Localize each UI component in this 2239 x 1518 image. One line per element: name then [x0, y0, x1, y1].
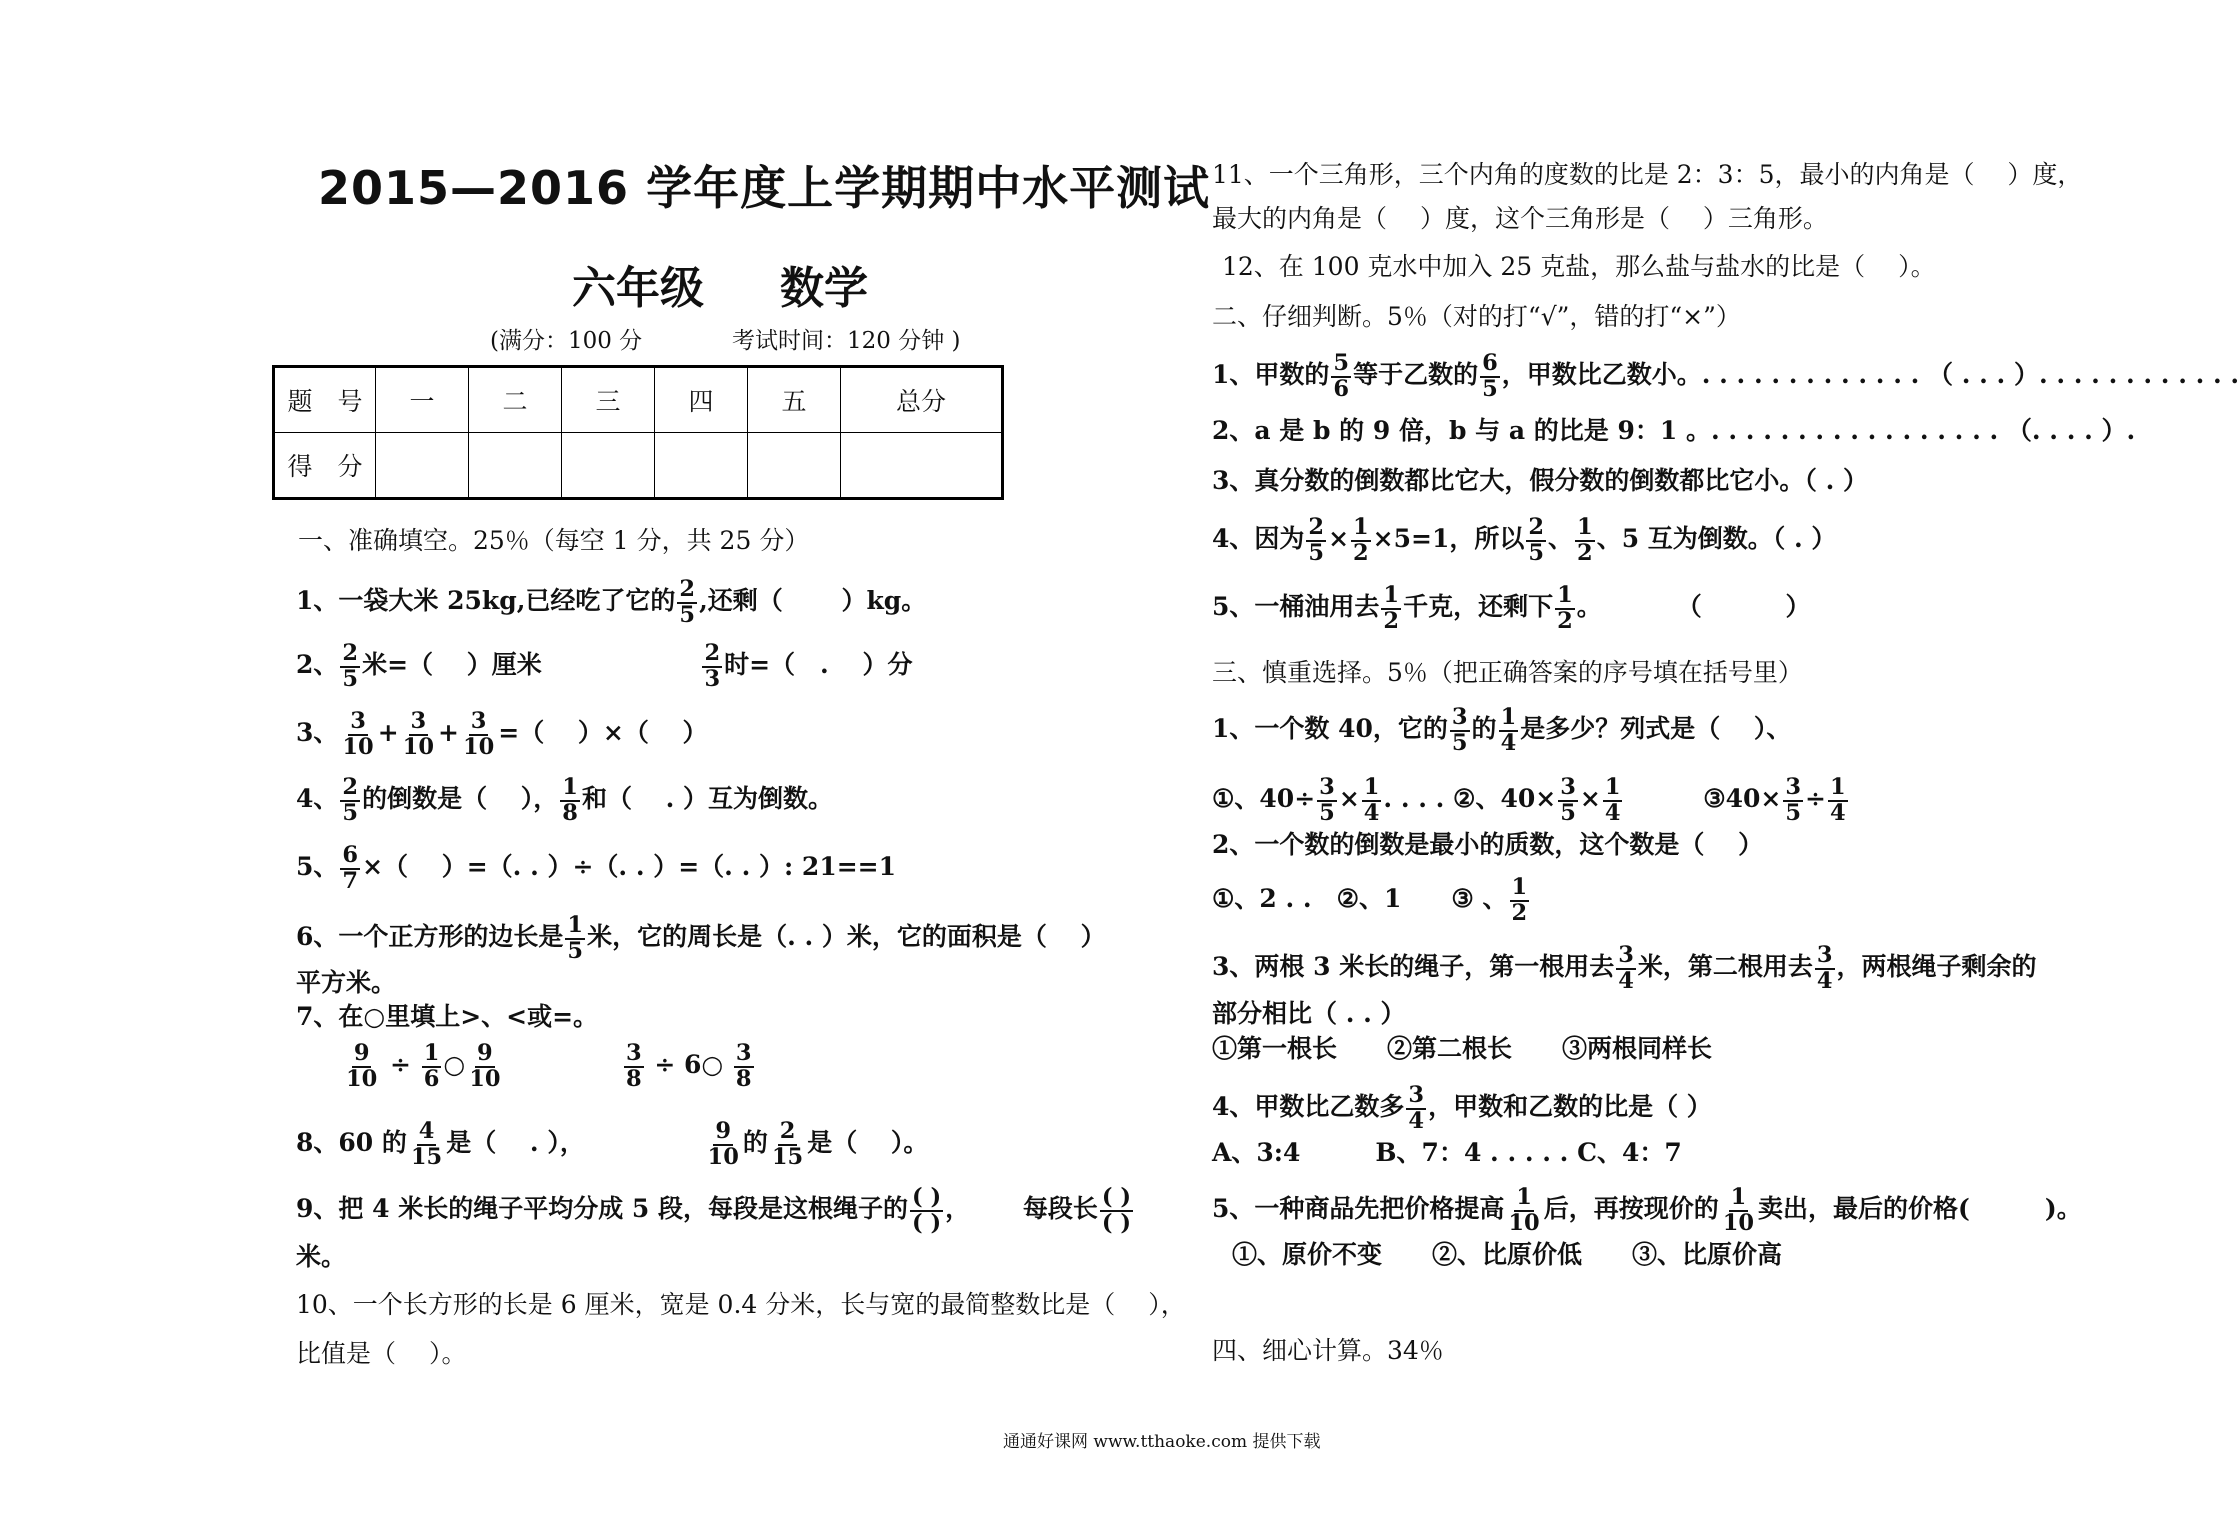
- subject-label: 数学: [780, 263, 868, 314]
- section-3-heading: 三、慎重选择。5％（把正确答案的序号填在括号里）: [1212, 658, 1803, 687]
- score-blank[interactable]: [562, 433, 655, 499]
- fraction: $\frac{1}{2}$: [1353, 514, 1369, 566]
- score-cell: 总分: [841, 367, 1003, 433]
- fraction: $\frac{3}{4}$: [1816, 942, 1833, 994]
- question-11: 11、一个三角形，三个内角的度数的比是 2：3：5，最小的内角是（ ）度，: [1212, 160, 2083, 189]
- fraction: $\frac{2}{3}$: [704, 640, 721, 692]
- choice-4-options: A、3:4 B、7：4 . . . . . C、4：7: [1212, 1138, 1682, 1167]
- fraction: $\frac{1}{2}$: [1383, 582, 1400, 634]
- question-10: 10、一个长方形的长是 6 厘米，宽是 0.4 分米，长与宽的最简整数比是（ ），: [296, 1290, 1186, 1319]
- question-6: 6、一个正方形的边长是 $\frac{1}{5}$ 米，它的周长是（. . ）米，它的面积是（ ）: [296, 912, 1106, 964]
- fraction: $\frac{3}{8}$: [735, 1040, 752, 1092]
- fraction: $\frac{1}{2}$: [1577, 514, 1593, 566]
- choice-3: 3、两根 3 米长的绳子，第一根用去 $\frac{3}{4}$ 米，第二根用去 $\frac{3}{4}$ ，两根绳子剩余的: [1212, 942, 2037, 994]
- section-4-heading: 四、细心计算。34％: [1212, 1336, 1444, 1365]
- fraction: $\frac{9}{10}$: [707, 1118, 739, 1170]
- score-table: [272, 365, 1004, 500]
- score-cell: 五: [748, 367, 841, 433]
- fraction: $\frac{( )}{( )}$: [912, 1184, 942, 1236]
- full-marks: (满分：100 分: [490, 328, 643, 354]
- choice-3-cont: 部分相比（ . . ）: [1212, 999, 1406, 1028]
- choice-5-options: ①、原价不变 ②、比原价低 ③、比原价高: [1232, 1240, 1783, 1269]
- fraction: $\frac{1}{5}$: [567, 912, 584, 964]
- question-4: 4、 $\frac{2}{5}$ 的倒数是（ ）， $\frac{1}{8}$ 和（ . ）互为倒数。: [296, 774, 834, 826]
- score-blank[interactable]: [469, 433, 562, 499]
- fraction: $\frac{6}{5}$: [1482, 350, 1498, 402]
- fraction: $\frac{2}{5}$: [679, 576, 696, 628]
- choice-1-options: ①、40÷ $\frac{3}{5}$ × $\frac{1}{4}$ . . . . ②、40× $\frac{3}{5}$ × $\frac{1}{4}$ ③40× $\frac{3}{5}$ ÷ $\frac{1}{4}$: [1212, 774, 1846, 826]
- fraction: $\frac{3}{5}$: [1560, 774, 1576, 826]
- fraction: $\frac{2}{5}$: [342, 640, 359, 692]
- fraction: $\frac{3}{4}$: [1408, 1082, 1425, 1134]
- judge-2: 2、a 是 b 的 9 倍，b 与 a 的比是 9：1 。. . . . . . . . . . . . . . . . . （. . . . ）.: [1212, 416, 2136, 445]
- fraction: $\frac{( )}{( )}$: [1101, 1184, 1132, 1236]
- fraction: $\frac{4}{15}$: [410, 1118, 443, 1170]
- fraction: $\frac{2}{5}$: [1308, 514, 1325, 566]
- fraction: $\frac{3}{10}$: [342, 708, 374, 760]
- fraction: $\frac{1}{4}$: [1363, 774, 1380, 826]
- fraction: $\frac{2}{5}$: [342, 774, 359, 826]
- fraction: $\frac{3}{5}$: [1319, 774, 1335, 826]
- question-3: 3、 $\frac{3}{10}$ + $\frac{3}{10}$ + $\frac{3}{10}$ =（ ）×（ ）: [296, 708, 708, 760]
- fraction: $\frac{2}{5}$: [1528, 514, 1545, 566]
- score-blank[interactable]: [655, 433, 748, 499]
- fraction: $\frac{3}{10}$: [462, 708, 495, 760]
- score-blank[interactable]: [376, 433, 469, 499]
- fraction: $\frac{3}{5}$: [1785, 774, 1801, 826]
- question-1: 1、一袋大米 25kg,已经吃了它的 $\frac{2}{5}$ ,还剩（ ）kg。: [296, 576, 927, 628]
- exam-time: 考试时间：120 分钟 ): [732, 328, 961, 354]
- fraction: $\frac{9}{10}$: [469, 1040, 501, 1092]
- choice-5: 5、一种商品先把价格提高 $\frac{1}{10}$ 后，再按现价的 $\frac{1}{10}$ 卖出，最后的价格( )。: [1212, 1184, 2082, 1236]
- choice-1: 1、一个数 40，它的 $\frac{3}{5}$ 的 $\frac{1}{4}$ 是多少？列式是（ ）、: [1212, 704, 1792, 756]
- score-cell: 二: [469, 367, 562, 433]
- fraction: $\frac{1}{2}$: [1511, 874, 1528, 926]
- fraction: $\frac{3}{4}$: [1618, 942, 1634, 994]
- fraction: $\frac{3}{10}$: [402, 708, 434, 760]
- fraction: $\frac{9}{10}$: [346, 1040, 378, 1092]
- question-12: 12、在 100 克水中加入 25 克盐，那么盐与盐水的比是（ ）。: [1222, 252, 1936, 281]
- fraction: $\frac{3}{8}$: [625, 1040, 642, 1092]
- fraction: $\frac{1}{10}$: [1722, 1184, 1755, 1236]
- judge-3: 3、真分数的倒数都比它大，假分数的倒数都比它小。（ . ）: [1212, 466, 1869, 495]
- question-6-cont: 平方米。: [296, 968, 397, 997]
- fraction: $\frac{3}{5}$: [1451, 704, 1468, 756]
- score-cell: 得 分: [274, 433, 376, 499]
- judge-5: 5、一桶油用去 $\frac{1}{2}$ 千克，还剩下 $\frac{1}{2}$ 。 （ ）: [1212, 582, 1811, 634]
- score-cell: 四: [655, 367, 748, 433]
- fraction: $\frac{1}{8}$: [562, 774, 578, 826]
- fraction: $\frac{1}{10}$: [1508, 1184, 1540, 1236]
- choice-3-options: ①第一根长 ②第二根长 ③两根同样长: [1212, 1034, 1713, 1063]
- question-5: 5、 $\frac{6}{7}$ ×（ ）=（. . ）÷（. . ）=（. . ）: 21==1: [296, 842, 897, 894]
- footer-credit: 通通好课网 www.tthaoke.com 提供下载: [1003, 1432, 1321, 1452]
- exam-title: 2015—2016 学年度上学期期中水平测试: [318, 161, 1211, 215]
- question-9: 9、把 4 米长的绳子平均分成 5 段，每段是这根绳子的 $\frac{( )}{( )}$ ， 每段长 $\frac{( )}{( )}$: [296, 1184, 1132, 1236]
- score-cell: 一: [376, 367, 469, 433]
- fraction: $\frac{5}{6}$: [1333, 350, 1350, 402]
- fraction: $\frac{1}{4}$: [1500, 704, 1517, 756]
- question-9-cont: 米。: [296, 1242, 347, 1271]
- fraction: $\frac{2}{15}$: [771, 1118, 804, 1170]
- score-blank[interactable]: [748, 433, 841, 499]
- fraction: $\frac{1}{4}$: [1604, 774, 1621, 826]
- question-11-cont: 最大的内角是（ ）度，这个三角形是（ ）三角形。: [1212, 204, 1828, 233]
- judge-1: 1、甲数的 $\frac{5}{6}$ 等于乙数的 $\frac{6}{5}$ ，甲数比乙数小。. . . . . . . . . . . . . （ . . . ）. . . . . . . . . . . .: [1212, 350, 2239, 402]
- score-cell: 三: [562, 367, 655, 433]
- judge-4: 4、因为 $\frac{2}{5}$ × $\frac{1}{2}$ ×5=1，所以 $\frac{2}{5}$ 、 $\frac{1}{2}$ 、5 互为倒数。（ . ）: [1212, 514, 1837, 566]
- choice-2: 2、一个数的倒数是最小的质数，这个数是（ ）: [1212, 830, 1764, 859]
- choice-2-options: ①、2 . . ②、1 ③ 、 $\frac{1}{2}$: [1212, 874, 1528, 926]
- score-cell: 题 号: [274, 367, 376, 433]
- fraction: $\frac{1}{6}$: [423, 1040, 440, 1092]
- fraction: $\frac{6}{7}$: [342, 842, 359, 894]
- question-10-cont: 比值是（ ）。: [296, 1339, 467, 1368]
- question-7-items: $\frac{9}{10}$ ÷ $\frac{1}{6}$ ○ $\frac{9}{10}$ $\frac{3}{8}$ ÷ 6○ $\frac{3}{8}$: [346, 1040, 752, 1092]
- grade-label: 六年级: [572, 263, 704, 314]
- fraction: $\frac{1}{2}$: [1557, 582, 1573, 634]
- section-2-heading: 二、仔细判断。5％（对的打“√”，错的打“×”）: [1212, 302, 1741, 331]
- score-blank[interactable]: [841, 433, 1003, 499]
- section-1-heading: 一、准确填空。25％（每空 1 分，共 25 分）: [298, 526, 810, 555]
- choice-4: 4、甲数比乙数多 $\frac{3}{4}$ ，甲数和乙数的比是（ ）: [1212, 1082, 1712, 1134]
- question-2: 2、 $\frac{2}{5}$ 米=（ ）厘米 $\frac{2}{3}$ 时=（ . ）分: [296, 640, 913, 692]
- question-7: 7、在○里填上>、<或=。: [296, 1002, 599, 1031]
- fraction: $\frac{1}{4}$: [1829, 774, 1846, 826]
- question-8: 8、60 的 $\frac{4}{15}$ 是（ . ）， $\frac{9}{10}$ 的 $\frac{2}{15}$ 是（ ）。: [296, 1118, 929, 1170]
